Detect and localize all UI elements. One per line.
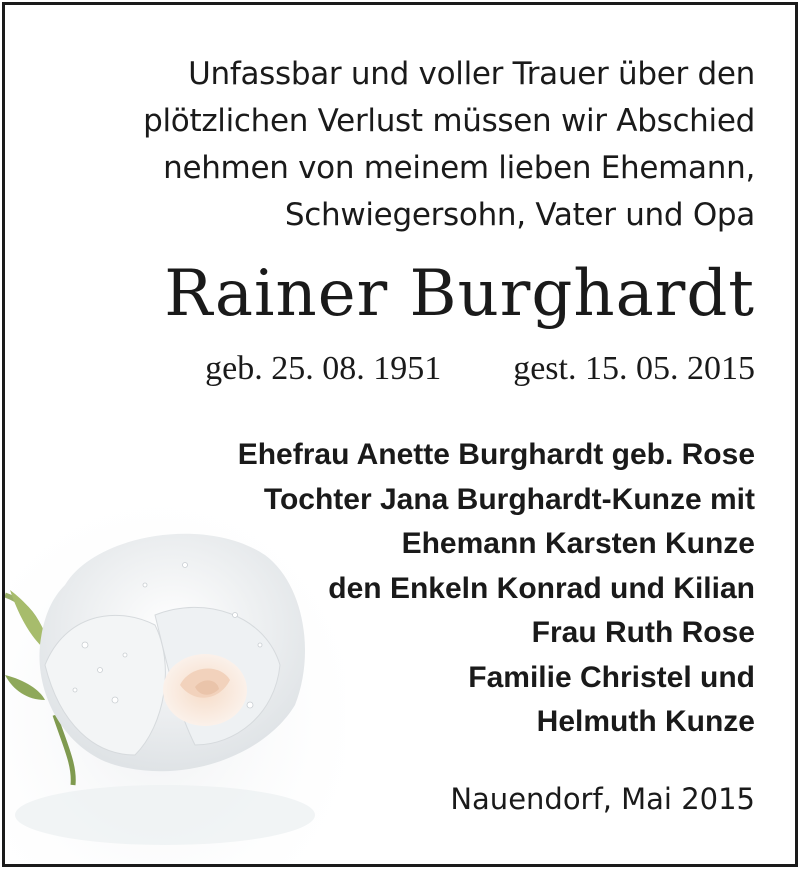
life-dates [55, 349, 755, 389]
place-and-date: Nauendorf, Mai 2015 [450, 781, 755, 816]
intro-line: Schwiegersohn, Vater und Opa [284, 197, 755, 233]
mourner-line: Tochter Jana Burghardt-Kunze mit [263, 482, 755, 516]
mourner-line: Helmuth Kunze [536, 705, 755, 738]
mourner-line: Ehefrau Anette Burghardt geb. Rose [237, 438, 755, 471]
mourner-line: den Enkeln Konrad und Kilian [328, 571, 755, 605]
deceased-name: Rainer Burghardt [164, 257, 755, 331]
mourner-line: Frau Ruth Rose [531, 616, 755, 649]
birth-date: geb. 25. 08. 1951 [205, 350, 442, 387]
notice-text [55, 5, 755, 817]
mourner-line: Ehemann Karsten Kunze [401, 527, 755, 560]
intro-line: Unfassbar und voller Trauer über den [188, 56, 755, 92]
intro-text [55, 51, 755, 239]
intro-line: plötzlichen Verlust müssen wir Abschied [143, 103, 755, 139]
mourner-line: Familie Christel und [468, 660, 755, 694]
death-date: gest. 15. 05. 2015 [513, 350, 755, 387]
obituary-notice [2, 2, 798, 867]
mourners-list [55, 433, 755, 745]
intro-line: nehmen von meinem lieben Ehemann, [163, 150, 755, 186]
